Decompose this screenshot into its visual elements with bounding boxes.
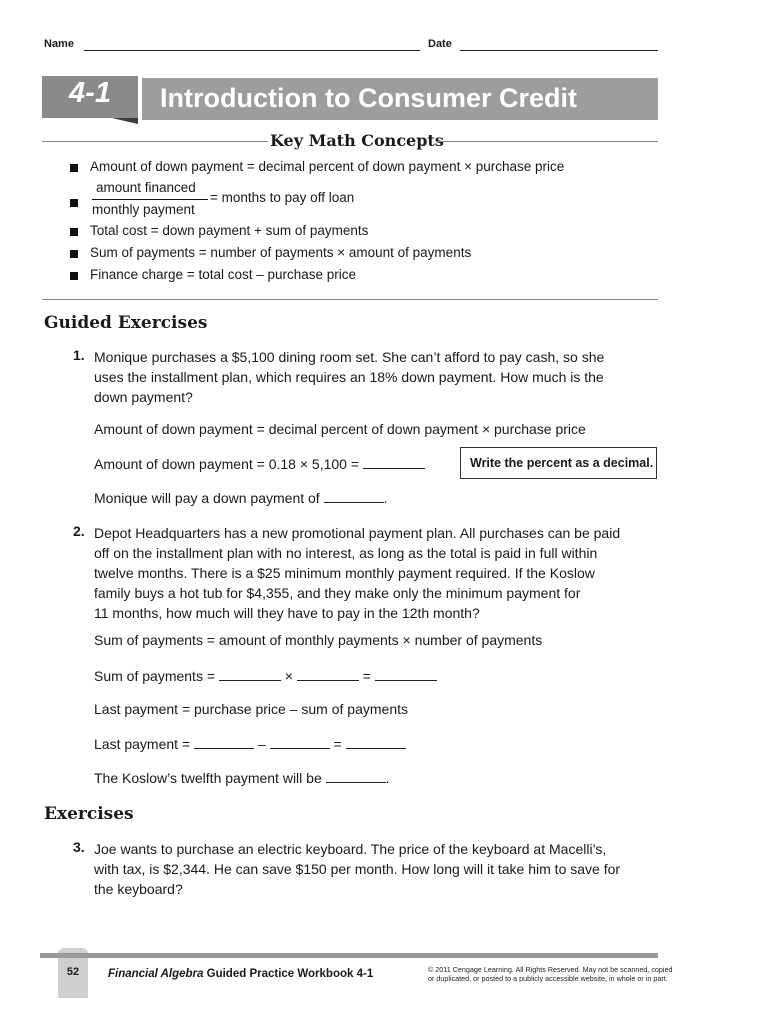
footer-book-title	[108, 968, 373, 980]
guided-exercises-title: Guided Exercises	[44, 313, 208, 333]
name-label: Name	[44, 38, 74, 50]
ex1-formula: Amount of down payment = decimal percent of down payment × purchase price	[94, 421, 586, 437]
kmc-item-sum-of-payments: Sum of payments = number of payments × amount of payments	[90, 245, 472, 260]
bullet-icon	[70, 199, 78, 207]
ex2-conclusion-blank[interactable]	[326, 769, 386, 783]
minus-sign: –	[257, 736, 266, 752]
ex2-last-label: Last payment =	[94, 736, 191, 752]
copyright-line: or duplicated, or posted to a publicly accessible website, in whole or in part.	[428, 974, 668, 983]
exercise-1-line: down payment?	[94, 389, 193, 405]
kmc-rule-right	[436, 141, 658, 142]
equals-sign: =	[333, 736, 342, 752]
kmc-item-total-cost: Total cost = down payment + sum of payments	[90, 223, 369, 238]
exercise-1-line: uses the installment plan, which requires an 18% down payment. How much is the	[94, 369, 604, 385]
exercise-1-line: Monique purchases a $5,100 dining room set. She can’t afford to pay cash, so she	[94, 349, 605, 365]
exercise-3-line: Joe wants to purchase an electric keyboard. The price of the keyboard at Macelli’s,	[94, 841, 607, 857]
exercises-title: Exercises	[44, 804, 134, 824]
ex2-formula-sum: Sum of payments = amount of monthly payments × number of payments	[94, 632, 543, 648]
exercise-3-line: the keyboard?	[94, 881, 183, 897]
bullet-icon	[70, 250, 78, 258]
ex2-last-blank-2[interactable]	[270, 735, 330, 749]
ex2-formula-last: Last payment = purchase price – sum of payments	[94, 701, 408, 717]
ex2-sum-blank-3[interactable]	[375, 667, 437, 681]
exercise-1-text	[94, 347, 604, 407]
exercise-3-text	[94, 839, 620, 899]
times-sign: ×	[284, 668, 293, 684]
date-line[interactable]	[460, 50, 658, 51]
ex2-sum-calculation	[94, 667, 437, 684]
lesson-title-box	[142, 78, 658, 120]
book-title-italic: Financial Algebra	[108, 968, 204, 980]
copyright-line: © 2011 Cengage Learning. All Rights Reserved. May not be scanned, copied	[428, 965, 673, 974]
exercise-3-number: 3.	[73, 839, 85, 855]
lesson-title: Introduction to Consumer Credit	[160, 83, 577, 113]
kmc-item-down-payment: Amount of down payment = decimal percent of down payment × purchase price	[90, 159, 565, 174]
kmc-fraction-denominator: monthly payment	[92, 202, 195, 217]
bullet-icon	[70, 164, 78, 172]
ex1-calculation-text: Amount of down payment = 0.18 × 5,100 =	[94, 456, 360, 472]
exercise-2-line: off on the installment plan with no interest, as long as the total is paid in full within	[94, 545, 598, 561]
ex1-answer-blank[interactable]	[363, 455, 425, 469]
date-label: Date	[428, 38, 452, 50]
hint-text: Write the percent as a decimal.	[470, 456, 654, 470]
ex2-sum-blank-1[interactable]	[219, 667, 281, 681]
ex1-conclusion	[94, 489, 387, 506]
ex2-last-blank-3[interactable]	[346, 735, 406, 749]
ex2-sum-blank-2[interactable]	[297, 667, 359, 681]
lesson-banner	[42, 76, 658, 122]
ex2-conclusion-text: The Koslow’s twelfth payment will be	[94, 770, 322, 786]
ex2-last-blank-1[interactable]	[194, 735, 254, 749]
ex2-conclusion	[94, 769, 390, 786]
equals-sign: =	[362, 668, 371, 684]
lesson-number-box	[42, 76, 138, 118]
kmc-item-finance-charge: Finance charge = total cost – purchase price	[90, 267, 357, 282]
kmc-fraction-numerator: amount financed	[96, 180, 196, 195]
period: .	[383, 490, 388, 506]
bullet-icon	[70, 272, 78, 280]
lesson-number: 4-1	[69, 77, 111, 109]
period: .	[385, 770, 390, 786]
ex2-sum-label: Sum of payments =	[94, 668, 216, 684]
kmc-bottom-rule	[42, 299, 658, 300]
exercise-1-number: 1.	[73, 347, 85, 363]
exercise-2-number: 2.	[73, 523, 85, 539]
ex1-conclusion-blank[interactable]	[324, 489, 384, 503]
exercise-2-line: 11 months, how much will they have to pay in the 12th month?	[94, 605, 480, 621]
kmc-fraction-result: = months to pay off loan	[210, 190, 355, 205]
bullet-icon	[70, 228, 78, 236]
ex1-calculation	[94, 455, 425, 472]
ex1-conclusion-text: Monique will pay a down payment of	[94, 490, 320, 506]
exercise-2-text	[94, 523, 620, 623]
banner-shadow	[112, 118, 138, 124]
key-math-concepts-title: Key Math Concepts	[270, 131, 444, 150]
copyright-notice	[428, 965, 673, 983]
name-line[interactable]	[84, 50, 420, 51]
exercise-2-line: Depot Headquarters has a new promotional payment plan. All purchases can be paid	[94, 525, 621, 541]
book-title-rest: Guided Practice Workbook 4-1	[203, 968, 374, 980]
hint-box	[460, 447, 657, 479]
ex2-last-calculation	[94, 735, 406, 752]
fraction-bar	[92, 199, 208, 200]
kmc-rule-left	[42, 141, 268, 142]
page-number: 52	[66, 966, 80, 978]
exercise-2-line: family buys a hot tub for $4,355, and they make only the minimum payment for	[94, 585, 581, 601]
footer-bar	[40, 953, 658, 958]
exercise-3-line: with tax, is $2,344. He can save $150 per month. How long will it take him to save for	[94, 861, 621, 877]
exercise-2-line: twelve months. There is a $25 minimum monthly payment required. If the Koslow	[94, 565, 595, 581]
